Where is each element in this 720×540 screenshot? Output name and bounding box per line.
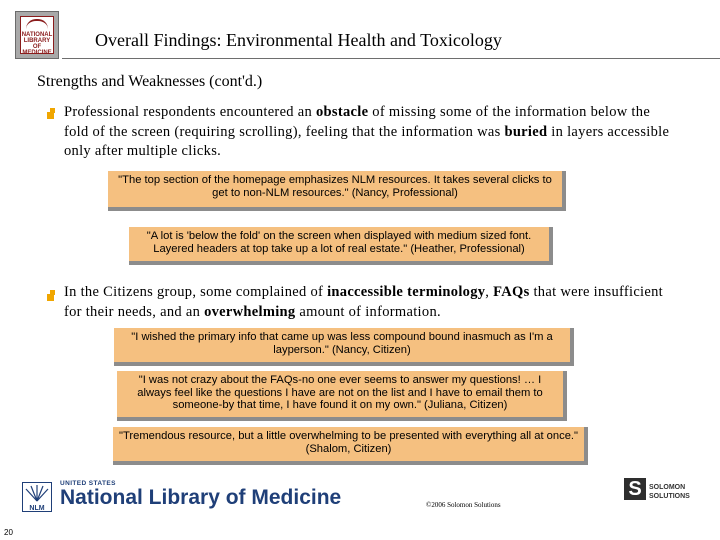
bullet-paragraph-2 [64,283,674,322]
emphasis-obstacle: obstacle [316,104,369,120]
quote-box-1: "The top section of the homepage emphasizes NLM resources. It takes several clicks to get to non-NLM resources." (Nancy, Professional) [108,171,566,211]
logo-line-2: LIBRARY OF [23,38,51,50]
solomon-logo-text [649,483,690,501]
bullet-icon [47,294,54,301]
text-run: Professional respondents encountered an [64,104,316,120]
solomon-line-1: SOLOMON [649,484,686,491]
section-subtitle: Strengths and Weaknesses (cont'd.) [37,73,263,90]
nlm-footer-wordmark: National Library of Medicine [60,486,342,509]
quote-box-3: "I wished the primary info that came up was less compound bound inasmuch as I'm a layperson." (Nancy, Citizen) [114,328,574,366]
quote-box-4: "I was not crazy about the FAQs-no one ever seems to answer my questions! … I always feel like the questions I have are not on the list and I have to email them to someone-by that time, I have found it on my own." (Juliana, Citizen) [117,371,567,421]
text-run: in layers accessible only after multiple clicks. [64,123,670,159]
emphasis-inaccessible-terminology: inaccessible terminology [327,284,486,300]
book-icon [26,19,48,31]
bullet-paragraph-1 [64,103,674,162]
page-title: Overall Findings: Environmental Health and Toxicology [95,30,502,50]
text-run: amount of information. [295,303,441,320]
text-run: that were insufficient for their needs, and an [64,284,663,320]
text-run: In the Citizens group, some complained of [64,284,328,300]
quote-box-2: "A lot is 'below the fold' on the screen when displayed with medium sized font. Layered headers at top take up a lot of real estate." (Heather, Professional) [129,227,553,265]
text-run: of missing some of the information below the fold of the screen (requiring scrolling), feeling that the information was [64,104,651,140]
title-divider [62,58,720,59]
copyright-text: ©2006 Solomon Solutions [426,501,501,509]
emblem-label: NLM [29,505,45,511]
logo-line-3: MEDICINE [22,50,52,56]
emphasis-faqs: FAQs [493,284,530,300]
nlm-emblem-icon [22,482,52,512]
solomon-line-2: SOLUTIONS [649,493,690,500]
logo-line-1: NATIONAL [21,32,53,38]
emphasis-buried: buried [504,123,548,140]
quote-box-5: "Tremendous resource, but a little overwhelming to be presented with everything all at once." (Shalom, Citizen) [113,427,588,465]
nlm-header-logo [15,11,59,59]
nlm-footer-small: UNITED STATES [60,480,116,487]
bullet-icon [47,112,54,119]
text-run: , [485,284,494,300]
page-number: 20 [4,528,13,537]
solomon-logo-icon: S [624,478,646,500]
emphasis-overwhelming: overwhelming [204,303,296,320]
